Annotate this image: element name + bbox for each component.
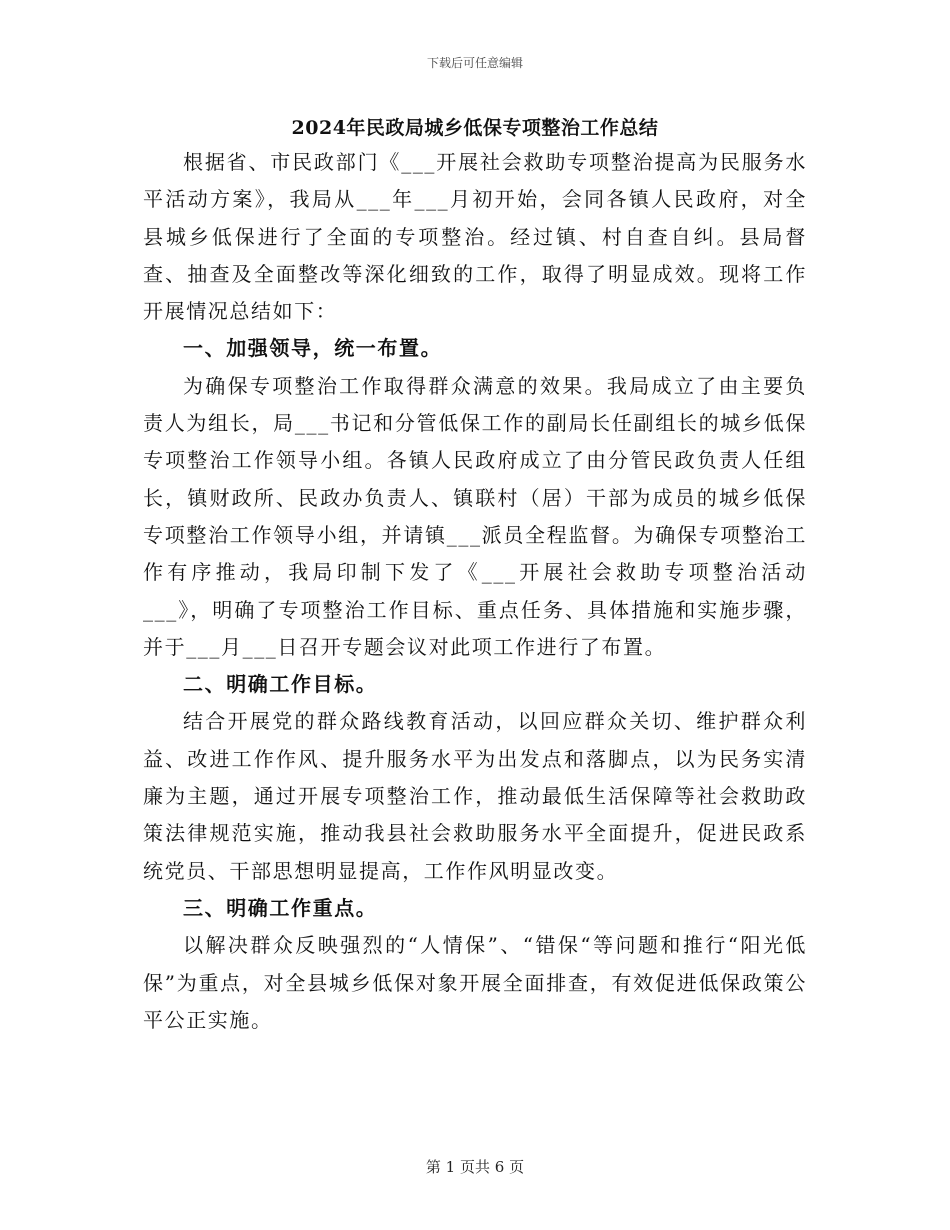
section-paragraph-2: 结合开展党的群众路线教育活动，以回应群众关切、维护群众利益、改进工作作风、提升服务水平为出发点和落脚点，以为民务实清廉为主题，通过开展专项整治工作，推动最低生活保障等社会救助政策法律规范实施，推动我县社会救助服务水平全面提升，促进民政系统党员、干部思想明显提高，工作作风明显改变。 — [143, 709, 807, 883]
page-header-note: 下载后可任意编辑 — [426, 56, 523, 70]
section-heading-3: 三、明确工作重点。 — [183, 895, 378, 920]
document-body — [143, 112, 807, 1039]
document-title: 2024年民政局城乡低保专项整治工作总结 — [291, 117, 659, 139]
section-paragraph-1: 为确保专项整治工作取得群众满意的效果。我局成立了由主要负责人为组长，局___书记和分管低保工作的副局长任副组长的城乡低保专项整治工作领导小组。各镇人民政府成立了由分管民政负责人任组长，镇财政所、民政办负责人、镇联村（居）干部为成员的城乡低保专项整治工作领导小组，并请镇___派员全程监督。为确保专项整治工作有序推动，我局印制下发了《___开展社会救助专项整治活动___》，明确了专项整治工作目标、重点任务、具体措施和实施步骤，并于___月___日召开专题会议对此项工作进行了布置。 — [143, 373, 807, 659]
section-heading-1: 一、加强领导，统一布置。 — [183, 336, 443, 361]
intro-paragraph: 根据省、市民政部门《___开展社会救助专项整治提高为民服务水平活动方案》，我局从___年___月初开始，会同各镇人民政府，对全县城乡低保进行了全面的专项整治。经过镇、村自查自纠。县局督查、抽查及全面整改等深化细致的工作，取得了明显成效。现将工作开展情况总结如下： — [143, 150, 807, 324]
page-number: 第 1 页共 6 页 — [425, 1158, 525, 1176]
section-paragraph-3: 以解决群众反映强烈的“人情保”、“错保“等问题和推行“阳光低保”为重点，对全县城乡低保对象开展全面排查，有效促进低保政策公平公正实施。 — [143, 933, 807, 1032]
section-heading-2: 二、明确工作目标。 — [183, 672, 378, 697]
